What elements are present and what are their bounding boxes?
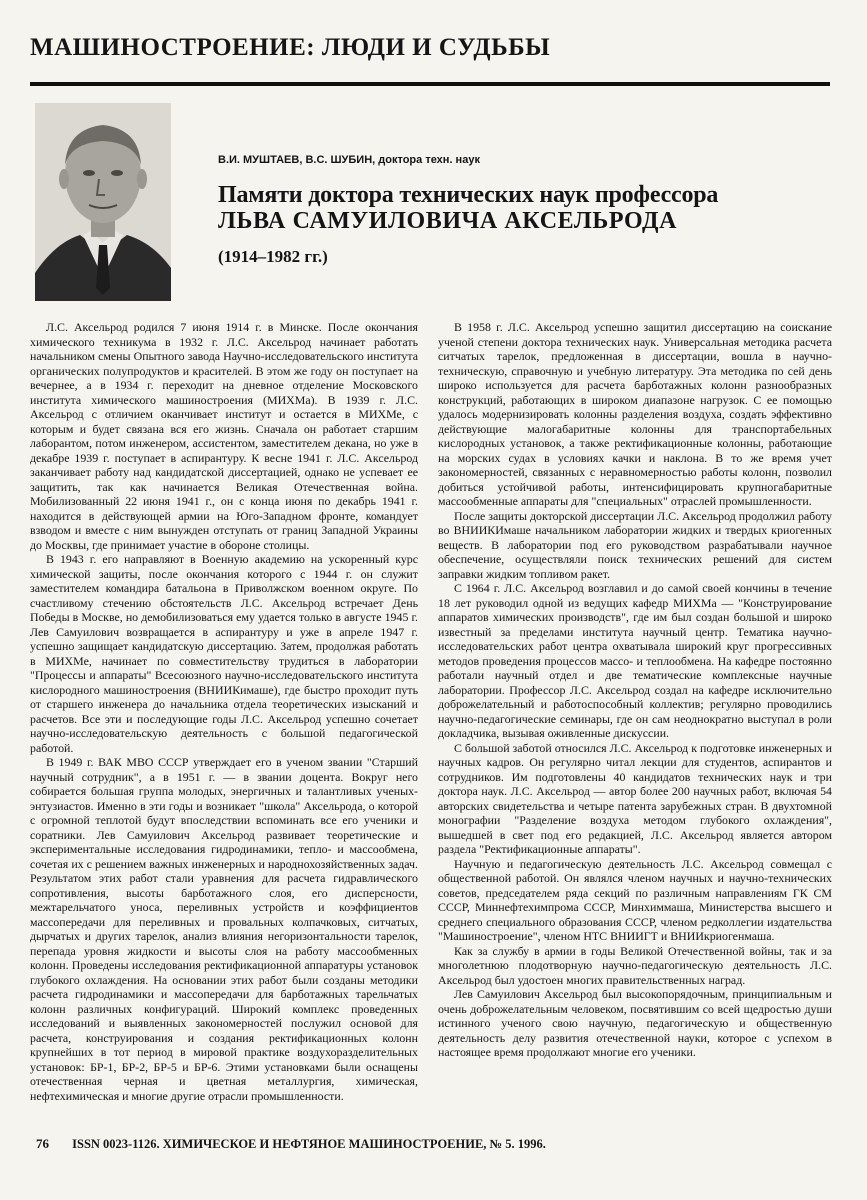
header-rule: [30, 82, 830, 86]
paragraph: Лев Самуилович Аксельрод был высокопорядочным, принципиальным и очень доброжелательным человеком, посвятившим со всей щедростью души истинного ученого свою научную, педагогическую и общественную деятельность делу развития отечественной науки, которое с успехом в настоящее время продолжают многие его ученики.: [438, 987, 832, 1059]
paragraph: В 1943 г. его направляют в Военную академию на ускоренный курс химической защиты, после окончания которого с 1944 г. он служит заместителем командира батальона в Приволжском военном округе. По счастливому стечению обстоятельств Л.С. Аксельрод встречает День Победы в Москве, но демобилизоваться ему удается только в августе 1945 г. Лев Самуилович возвращается в аспирантуру и уже в апреле 1947 г. успешно защищает кандидатскую диссертацию. Затем, продолжая работать в МИХМе, начинает по совместительству трудиться в лаборатории "Процессы и аппараты" Всесоюзного научно-исследовательского института кислородного машиностроения (ВНИИКимаше), где быстро проходит путь от старшего инженера до начальника отдела теоретических изысканий и расчетов. Все эти и последующие годы Л.С. Аксельрод успешно сочетает научно-исследовательскую деятельность с большой педагогической работой.: [30, 552, 418, 755]
left-column: [30, 320, 418, 1103]
paragraph: Научную и педагогическую деятельность Л.С. Аксельрод совмещал с общественной работой. Он являлся членом научных и научно-технических советов, председателем ряда секций по различным направлениям ГК СМ СССР, Миннефтехимпрома СССР, Минхиммаша, Министерства высшего и среднего специального образования СССР, членом редколлегии издательства "Машиностроение", членом НТС ВНИИГТ и ВНИИкриогенмаша.: [438, 856, 832, 943]
paragraph: В 1949 г. ВАК МВО СССР утверждает его в ученом звании "Старший научный сотрудник", а в 1951 г. — в звании доцента. Вокруг него собирается большая группа молодых, энергичных и талантливых ученых-энтузиастов. Именно в эти годы и возникает "школа" Аксельрода, о которой с огромной теплотой будут впоследствии вспоминать все его ученики и соратники. Лев Самуилович Аксельрод развивает теоретические и экспериментальные исследования гидродинамики, тепло- и массообмена, сочетая их с решением важных инженерных и народнохозяйственных задач. Результатом этих работ стали уравнения для расчета гидравлического сопротивления, высоты барботажного слоя, его дисперсности, межтарельчатого уноса, переливных устройств и коэффициентов массопередачи для переливных и провальных колпачковых, ситчатых, дырчатых и других тарелок, анализ влияния негоризонтальности тарелок, перепада уровня жидкости и высоты слоя на работу массообменных колонн. Проведены исследования ректификационной аппаратуры установок глубокого охлаждения. На основании этих работ были созданы методики расчета гидродинамики и массопередачи для барботажных тарельчатых колонн различных конфигураций. Широкий комплекс проведенных исследований и выявленных закономерностей послужил основой для расчета, конструирования и создания ректификационных колонн крупнейших в тот период в мировой практике воздухоразделительных установок: БР-1, БР-2, БР-5 и БР-6. Этими установками были оснащены отечественная черная и цветная металлургия, химическая, нефтехимическая и многие другие отрасли промышленности.: [30, 755, 418, 1103]
portrait-photo: [35, 103, 171, 301]
paragraph: С 1964 г. Л.С. Аксельрод возглавил и до самой своей кончины в течение 18 лет руководил одной из ведущих кафедр МИХМа — "Конструирование аппаратов химических производств", где им был создан большой и широко известный за пределами института научный центр. Тематика научно-исследовательских работ центра охватывала широкий круг прогрессивных методов проведения процессов массо- и теплообмена. На кафедре постоянно работали научный отдел и две тематические комплексные научные лаборатории. Профессор Л.С. Аксельрод создал на кафедре исключительно доброжелательный и работоспособный коллектив; регулярно проводились научно-педагогические семинары, где он сам неоднократно выступал в роли докладчика, вызывая оживленные дискуссии.: [438, 581, 832, 740]
paragraph: После защиты докторской диссертации Л.С. Аксельрод продолжил работу во ВНИИКИмаше начальником лаборатории жидких и твердых криогенных веществ. В лаборатории под его руководством разрабатывали научное обеспечение, осуществляли поиск технических решений для систем заправки жидким топливом ракет.: [438, 508, 832, 581]
paragraph: Л.С. Аксельрод родился 7 июня 1914 г. в Минске. После окончания химического техникума в 1932 г. Л.С. Аксельрод начинает работать начальником смены Опытного завода Научно-исследовательского института органических полупродуктов и красителей. В этом же году он поступает на вечернее, а в 1934 г. переходит на дневное отделение Московского института химического машиностроения (МИХМа). В 1939 г. Л.С. Аксельрод с отличием оканчивает институт и остается в МИХМе, с которым и будет связана вся его жизнь. Сначала он работает старшим лаборантом, потом инженером, ассистентом, заместителем декана, но уже в декабре 1939 г. поступает в аспирантуру. К весне 1941 г. Л.С. Аксельрод заканчивает работу над кандидатской диссертацией, однако не успевает ее защитить, так как начинается Великая Отечественная война. Мобилизованный 22 июня 1941 г., он с конца июня по декабрь 1941 г. находится в действующей армии на Юго-Западном фронте, командует взводом и вместе с ним вынужден отступать от границ Западной Украины до Москвы, где принимает участие в обороне столицы.: [30, 320, 418, 552]
right-column: [438, 320, 832, 1060]
article-title-line1: Памяти доктора технических наук профессора: [218, 182, 719, 208]
page-number: 76: [36, 1136, 49, 1151]
article-title-line2: ЛЬВА САМУИЛОВИЧА АКСЕЛЬРОДА: [218, 208, 678, 234]
section-title: МАШИНОСТРОЕНИЕ: ЛЮДИ И СУДЬБЫ: [30, 34, 551, 61]
journal-citation: ISSN 0023-1126. ХИМИЧЕСКОЕ И НЕФТЯНОЕ МАШИНОСТРОЕНИЕ, № 5. 1996.: [72, 1137, 546, 1151]
article-years: (1914–1982 гг.): [218, 247, 328, 266]
paragraph: Как за службу в армии в годы Великой Отечественной войны, так и за многолетнюю плодотворную научно-педагогическую деятельность Л.С. Аксельрод был удостоен многих правительственных наград.: [438, 943, 832, 987]
paragraph: С большой заботой относился Л.С. Аксельрод к подготовке инженерных и научных кадров. Он регулярно читал лекции для студентов, аспирантов и сотрудников. Им подготовлены 40 кандидатов технических наук и три доктора наук. Л.С. Аксельрод — автор более 200 научных работ, включая 54 авторских свидетельства и четыре патента зарубежных стран. В двухтомной монографии "Разделение воздуха методом глубокого охлаждения", вышедшей в свет под его редакцией, Л.С. Аксельрод является автором раздела "Ректификационные аппараты".: [438, 740, 832, 856]
article-authors: В.И. МУШТАЕВ, В.С. ШУБИН, доктора техн. наук: [218, 154, 480, 166]
paragraph: В 1958 г. Л.С. Аксельрод успешно защитил диссертацию на соискание ученой степени доктора технических наук. Универсальная методика расчета ситчатых тарелок, предложенная в диссертации, вошла в научно-техническую, справочную и учебную литературу. Эта методика по сей день широко используется для расчета барботажных колонн разнообразных конструкций, работающих в широком диапазоне нагрузок. С ее помощью удалось модернизировать колонны разделения воздуха, создать эффективно действующие малогабаритные колонны для транспортабельных кислородных установок, а также ректификационные колонны, работающие на морских судах в условиях качки и наклона. В то же время учет закономерностей, связанных с неравномерностью работы колонн, позволил добиться устойчивой работы, интенсифицировать крупногабаритные массообменные аппараты для "специальных" отраслей промышленности.: [438, 320, 832, 508]
page-footer: [36, 1136, 546, 1152]
